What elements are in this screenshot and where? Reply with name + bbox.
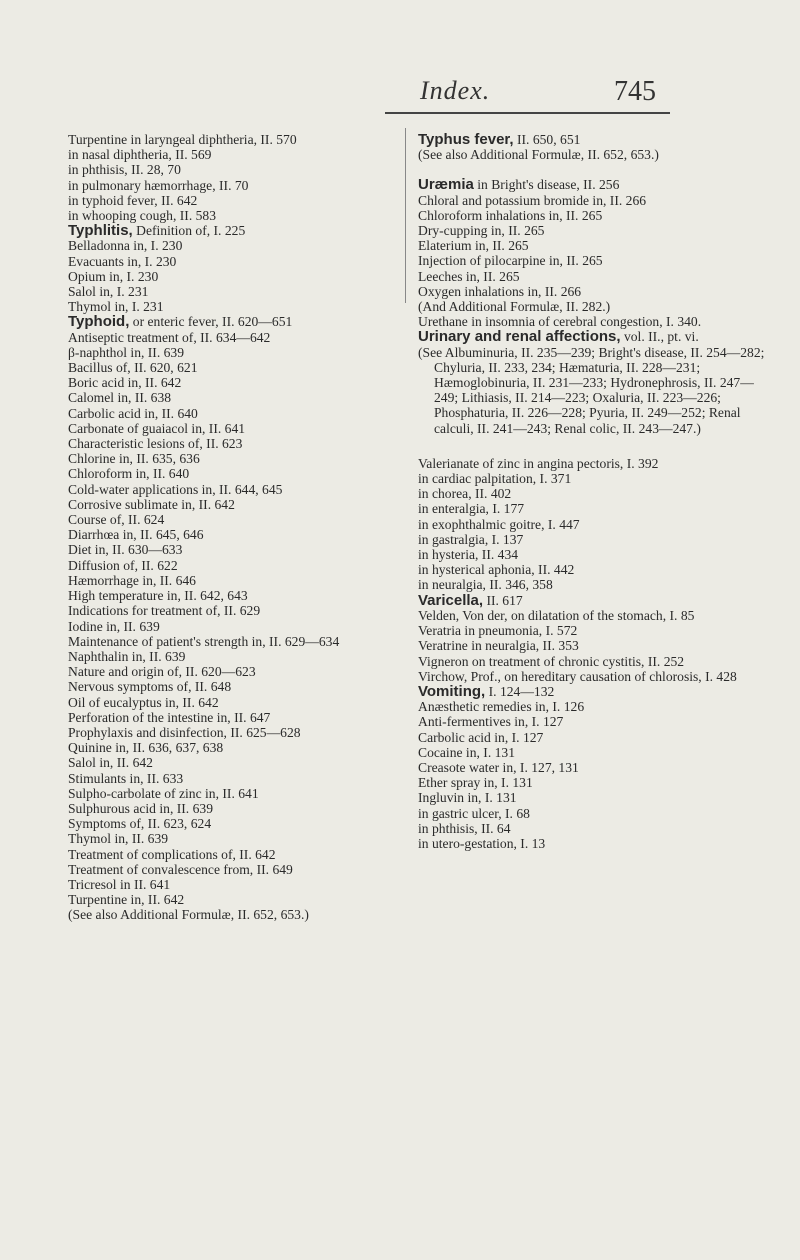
index-entry [418,532,768,547]
index-entry-text: Anæsthetic remedies in, I. 126 [418,699,585,715]
index-entry-text: Chloroform in, II. 640 [68,466,190,482]
index-heading-word: Varicella, [418,591,484,609]
index-entry-text: or enteric fever, II. 620—651 [129,314,293,330]
index-entry [418,638,768,653]
index-entry-text: in utero-gestation, I. 13 [418,835,546,851]
index-entry [68,695,408,710]
index-entry-text: Definition of, I. 225 [132,223,246,239]
index-entry-text: Velden, Von der, on dilatation of the stomach, I. 85 [418,607,695,623]
index-entry [68,740,408,755]
index-entry-text: Veratria in pneumonia, I. 572 [418,623,578,639]
index-entry [68,892,408,907]
index-entry-text: Injection of pilocarpine in, II. 265 [418,253,603,269]
index-entry-text: Hæmorrhage in, II. 646 [68,572,196,588]
index-entry-text: Characteristic lesions of, II. 623 [68,436,243,452]
index-heading-word: Urinary and renal affections, [418,328,621,346]
index-entry [68,877,408,892]
index-entry [68,831,408,846]
index-column-right [418,132,768,851]
index-entry-text: Ether spray in, I. 131 [418,775,533,791]
index-entry-text: Thymol in, I. 231 [68,299,164,315]
index-entry [418,284,768,299]
index-entry [68,390,408,405]
index-entry-text: Opium in, I. 230 [68,268,159,284]
index-entry-text: Stimulants in, II. 633 [68,770,184,786]
index-entry-text: Thymol in, II. 639 [68,831,169,847]
index-entry-text: Antiseptic treatment of, II. 634—642 [68,329,271,345]
index-entry-text: Creasote water in, I. 127, 131 [418,759,579,775]
index-entry [68,451,408,466]
index-entry-text: Cocaine in, I. 131 [418,744,516,760]
index-entry-text: Chlorine in, II. 635, 636 [68,451,200,467]
entry-gap [418,162,768,177]
index-column-left [68,132,408,923]
index-entry [418,775,768,790]
index-entry [418,654,768,669]
index-entry-text: Corrosive sublimate in, II. 642 [68,496,235,512]
index-entry-text: in gastralgia, I. 137 [418,531,524,547]
index-entry [68,649,408,664]
index-entry [418,547,768,562]
index-entry [418,147,768,162]
index-entry-text: in exophthalmic goitre, I. 447 [418,516,580,532]
index-entry [418,836,768,851]
index-entry [68,466,408,481]
index-entry [68,360,408,375]
index-entry [418,562,768,577]
index-entry [68,801,408,816]
index-heading-entry [68,314,408,329]
index-heading-word: Typhus fever, [418,131,514,148]
index-entry-text: Maintenance of patient's strength in, II. 629—634 [68,633,340,649]
index-entry [68,345,408,360]
index-entry-text: Naphthalin in, II. 639 [68,648,186,664]
index-entry-text: Elaterium in, II. 265 [418,238,529,254]
index-entry [418,517,768,532]
index-entry-text: in neuralgia, II. 346, 358 [418,577,553,593]
index-entry-text: Perforation of the intestine in, II. 647 [68,709,271,725]
index-entry [68,527,408,542]
index-entry [68,193,408,208]
index-entry-text: Carbolic acid in, I. 127 [418,729,544,745]
index-entry-text: in enteralgia, I. 177 [418,501,525,517]
index-entry-text: in hysteria, II. 434 [418,547,519,563]
index-entry-text: in Bright's disease, II. 256 [473,177,620,193]
index-entry-text: Treatment of complications of, II. 642 [68,846,276,862]
index-entry-text: in cardiac palpitation, I. 371 [418,471,572,487]
index-entry-text: Turpentine in, II. 642 [68,892,185,908]
index-entry-text: Indications for treatment of, II. 629 [68,603,261,619]
index-entry [418,345,768,436]
index-heading-word: Uræmia [418,176,474,194]
index-entry-text: Urethane in insomnia of cerebral congestion, I. 340. [418,314,702,330]
index-entry [68,238,408,253]
index-entry-text: in hysterical aphonia, II. 442 [418,562,575,578]
index-entry [68,619,408,634]
index-entry-text: Oxygen inhalations in, II. 266 [418,283,582,299]
index-entry [68,679,408,694]
index-entry-text: Anti-fermentives in, I. 127 [418,714,564,730]
index-entry-text: Chloroform inhalations in, II. 265 [418,207,603,223]
index-entry [68,375,408,390]
index-entry-text: Boric acid in, II. 642 [68,375,182,391]
index-entry [68,421,408,436]
index-entry [418,745,768,760]
index-entry-text: Nature and origin of, II. 620—623 [68,664,256,680]
index-entry-text: Vigneron on treatment of chronic cystitis, II. 252 [418,653,685,669]
index-entry-text: in chorea, II. 402 [418,486,512,502]
index-entry [418,806,768,821]
entry-gap [418,436,768,456]
index-entry-text: Ingluvin in, I. 131 [418,790,517,806]
index-entry [68,862,408,877]
index-entry-text: Salol in, I. 231 [68,284,149,300]
index-heading-entry [418,684,768,699]
page-number: 745 [614,76,656,107]
index-entry [418,730,768,745]
index-entry-text: (See also Additional Formulæ, II. 652, 653.) [68,907,309,923]
index-entry [418,238,768,253]
index-entry-text: Prophylaxis and disinfection, II. 625—628 [68,724,301,740]
index-entry-text: Leeches in, II. 265 [418,268,520,284]
index-entry [418,699,768,714]
index-entry [418,821,768,836]
index-entry-text: II. 650, 651 [513,132,581,147]
index-entry [68,847,408,862]
index-entry [68,664,408,679]
index-entry [418,714,768,729]
index-entry [68,178,408,193]
index-entry-text: Diet in, II. 630—633 [68,542,183,558]
index-heading-word: Typhoid, [68,313,130,331]
index-entry-text: in phthisis, II. 64 [418,820,511,836]
index-heading-entry [418,593,768,608]
index-entry-text: Symptoms of, II. 623, 624 [68,816,212,832]
index-entry-text: in nasal diphtheria, II. 569 [68,147,212,163]
index-entry [68,573,408,588]
index-entry [68,816,408,831]
index-entry-text: Chloral and potassium bromide in, II. 266 [418,192,647,208]
index-entry-text: in typhoid fever, II. 642 [68,192,198,208]
index-entry [68,786,408,801]
index-entry-text: Salol in, II. 642 [68,755,153,771]
running-title: Index. [420,76,491,105]
index-entry-text: Dry-cupping in, II. 265 [418,223,545,239]
index-entry [68,132,408,147]
index-entry [418,623,768,638]
index-entry [68,147,408,162]
index-entry [68,436,408,451]
index-entry [418,269,768,284]
index-entry [418,208,768,223]
index-entry [418,299,768,314]
index-entry [68,406,408,421]
index-entry-text: in whooping cough, II. 583 [68,208,217,224]
index-entry-text: vol. II., pt. vi. [620,329,699,345]
index-entry-text: Evacuants in, I. 230 [68,253,177,269]
index-entry-text: in phthisis, II. 28, 70 [68,162,181,178]
index-entry [68,634,408,649]
index-entry [68,482,408,497]
index-entry-text: Diarrhœa in, II. 645, 646 [68,527,204,543]
index-entry-text: High temperature in, II. 642, 643 [68,588,248,604]
index-entry [68,254,408,269]
index-entry-text: in gastric ulcer, I. 68 [418,805,530,821]
index-entry [68,162,408,177]
index-entry [68,558,408,573]
index-entry [418,608,768,623]
index-entry [68,284,408,299]
index-entry [418,790,768,805]
index-entry [418,253,768,268]
index-entry [68,771,408,786]
index-entry [418,314,768,329]
index-entry-text: I. 124—132 [485,683,555,699]
index-entry-text: Diffusion of, II. 622 [68,557,178,573]
index-entry [68,755,408,770]
index-entry [418,193,768,208]
index-entry-text: Virchow, Prof., on hereditary causation of chlorosis, I. 428 [418,668,737,684]
index-entry [418,577,768,592]
index-entry-text: Treatment of convalescence from, II. 649 [68,861,293,877]
index-entry-text: Sulphurous acid in, II. 639 [68,800,213,816]
index-heading-entry [418,132,768,147]
index-entry-text: II. 617 [483,592,523,608]
index-entry [418,486,768,501]
index-entry-text: β-naphthol in, II. 639 [68,344,185,360]
index-heading-entry [418,177,768,192]
index-entry-text: Bacillus of, II. 620, 621 [68,360,198,376]
index-entry-text: (See Albuminuria, II. 235—239; Bright's disease, II. 254—282; Chyluria, II. 233, 234; Hæmaturia, II. 228—231; Hæmoglobinuria, II. 231—233; Hydronephrosis, II. 247—249; Lithiasis, II. 214—223; Oxaluria, II. 223—226; Phosphaturia, II. 226—228; Pyuria, II. 249—252; Renal calculi, II. 241—243; Renal colic, II. 243—247.) [418,344,765,436]
index-entry-text: Oil of eucalyptus in, II. 642 [68,694,219,710]
index-entry-text: Sulpho-carbolate of zinc in, II. 641 [68,785,259,801]
index-heading-word: Vomiting, [418,682,486,700]
index-entry [68,208,408,223]
index-entry-text: Belladonna in, I. 230 [68,238,183,254]
index-heading-entry [418,329,768,344]
index-entry [68,603,408,618]
index-entry [68,542,408,557]
index-entry-text: Quinine in, II. 636, 637, 638 [68,740,224,756]
index-entry-text: Carbolic acid in, II. 640 [68,405,198,421]
index-entry [418,501,768,516]
index-entry-text: Calomel in, II. 638 [68,390,172,406]
index-entry [68,725,408,740]
index-entry-text: Course of, II. 624 [68,512,165,528]
index-entry [68,907,408,922]
index-heading-entry [68,223,408,238]
index-entry-text: (See also Additional Formulæ, II. 652, 653.) [418,147,659,163]
index-entry [418,760,768,775]
index-entry [418,456,768,471]
index-entry-text: Iodine in, II. 639 [68,618,160,634]
index-entry-text: Cold-water applications in, II. 644, 645 [68,481,283,497]
header-rule [385,112,670,114]
page-header [0,8,800,107]
index-heading-word: Typhlitis, [68,222,133,240]
index-entry-text: Carbonate of guaiacol in, II. 641 [68,420,246,436]
index-entry [68,299,408,314]
index-entry [68,497,408,512]
index-entry [68,512,408,527]
index-entry [68,269,408,284]
index-entry [68,588,408,603]
index-entry-text: Tricresol in II. 641 [68,876,171,892]
index-entry [418,471,768,486]
index-entry [68,710,408,725]
index-entry-text: (And Additional Formulæ, II. 282.) [418,299,611,315]
index-entry-text: Nervous symptoms of, II. 648 [68,679,232,695]
index-entry-text: Turpentine in laryngeal diphtheria, II. 570 [68,132,297,147]
index-entry [68,330,408,345]
index-entry-text: in pulmonary hæmorrhage, II. 70 [68,177,249,193]
index-entry-text: Veratrine in neuralgia, II. 353 [418,638,579,654]
index-entry-text: Valerianate of zinc in angina pectoris, I. 392 [418,455,659,471]
index-entry [418,223,768,238]
index-entry [418,669,768,684]
